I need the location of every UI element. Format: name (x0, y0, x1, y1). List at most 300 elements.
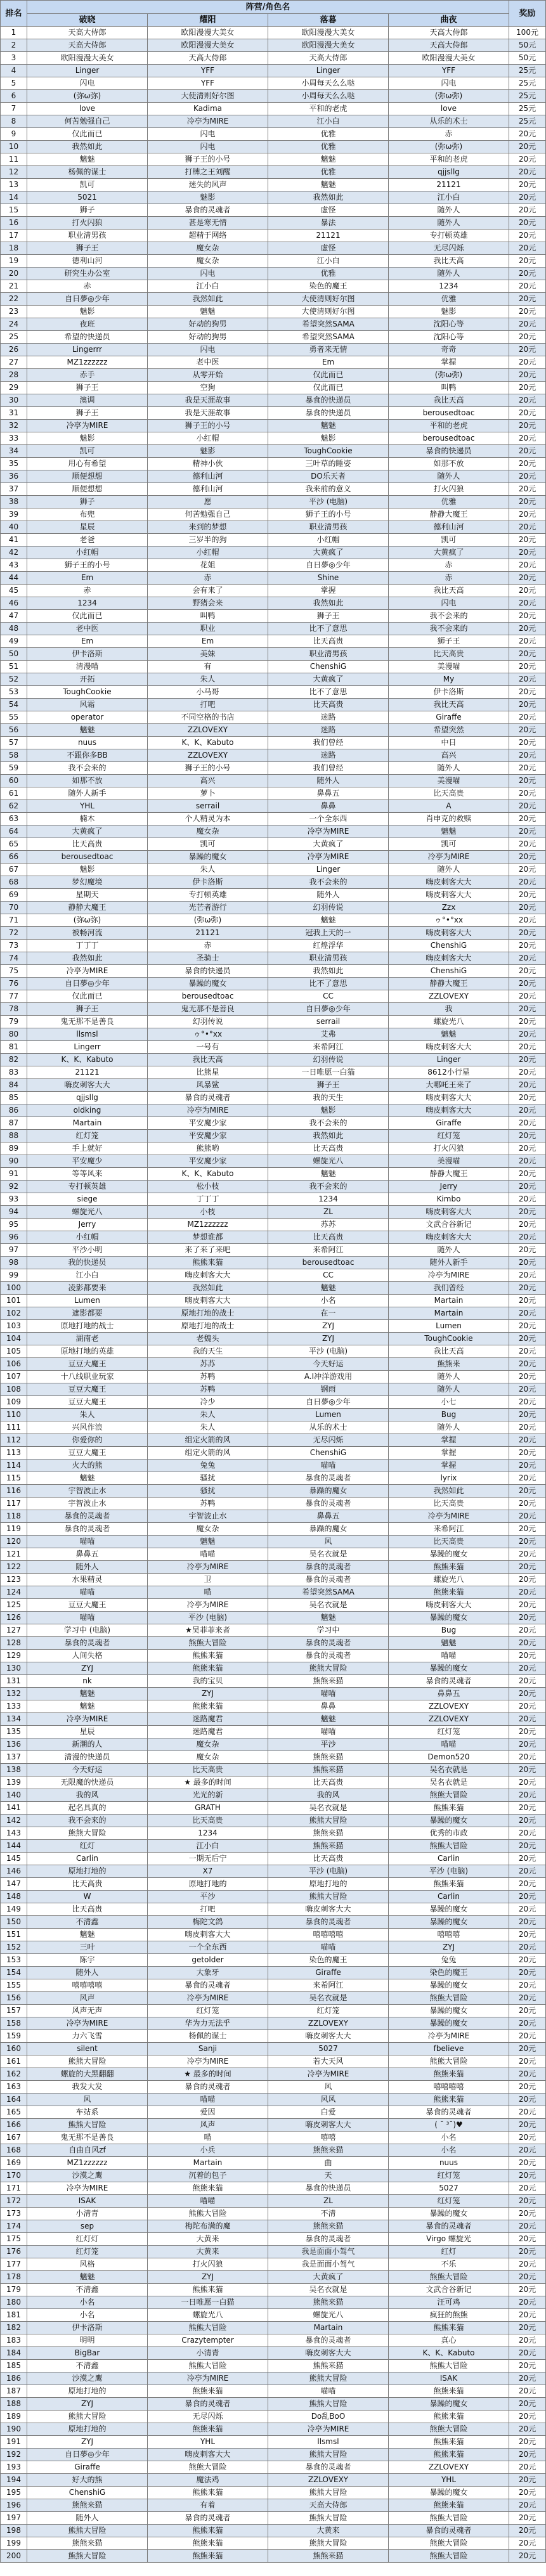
rank-cell: 115 (1, 1472, 27, 1485)
role-cell-quye: 嗨皮刺客大大 (389, 889, 509, 902)
table-row (1, 318, 546, 331)
reward-cell: 20元 (509, 2334, 546, 2347)
role-cell-yaoyang: 苏鸭 (148, 1383, 268, 1396)
role-cell-quye: 吴名衣就是 (389, 1764, 509, 1777)
reward-cell: 20元 (509, 445, 546, 458)
rank-cell: 132 (1, 1688, 27, 1700)
role-cell-quye: 掌握 (389, 1447, 509, 1460)
role-cell-luomu: 吴名衣就是 (268, 1599, 389, 1612)
role-cell-luomu: 喵喵 (268, 1688, 389, 1700)
role-cell-yaoyang: 光光的新 (148, 1789, 268, 1802)
table-row (1, 902, 546, 914)
reward-cell: 20元 (509, 1941, 546, 1954)
table-row (1, 1688, 546, 1700)
role-cell-yaoyang: 精神小伙 (148, 458, 268, 470)
role-cell-yaoyang: ZZLOVEXY (148, 724, 268, 737)
role-cell-quye: 静静大魔王 (389, 1168, 509, 1181)
role-cell-quye: 希望突然 (389, 724, 509, 737)
role-cell-luomu: 暴食的快递员 (268, 394, 389, 407)
table-row (1, 1206, 546, 1219)
table-row (1, 521, 546, 534)
role-cell-yaoyang: 梅陀布满的魔 (148, 2220, 268, 2233)
table-row (1, 103, 546, 115)
role-cell-quye: 熊熊来猫 (389, 1802, 509, 1815)
role-cell-yaoyang: Kadima (148, 103, 268, 115)
table-row (1, 635, 546, 648)
role-cell-pojiao: 冷亭为MIRE (27, 2182, 148, 2195)
role-cell-quye: 暴躁的魔女 (389, 1979, 509, 1992)
table-row (1, 1523, 546, 1536)
role-cell-quye: 凯可 (389, 838, 509, 851)
role-cell-pojiao: 我发大发 (27, 2081, 148, 2094)
role-cell-quye: Martain (389, 1307, 509, 1320)
reward-cell: 20元 (509, 1891, 546, 1903)
role-cell-pojiao: 今天好运 (27, 1764, 148, 1777)
role-cell-yaoyang: 螺旋光八 (148, 2309, 268, 2322)
table-row (1, 153, 546, 166)
rank-cell: 156 (1, 1992, 27, 2005)
reward-cell: 20元 (509, 2360, 546, 2372)
reward-cell: 20元 (509, 2258, 546, 2271)
reward-cell: 25元 (509, 115, 546, 128)
role-cell-yaoyang: 暴食的灵魂者 (148, 2081, 268, 2094)
role-cell-yaoyang: 我是天涯故事 (148, 394, 268, 407)
role-cell-yaoyang: 嗨皮刺客大大 (148, 2449, 268, 2461)
role-cell-luomu: 我是面面小驾气 (268, 2258, 389, 2271)
role-cell-quye: Giraffe (389, 711, 509, 724)
role-cell-luomu: 优雅 (268, 166, 389, 179)
table-row (1, 1117, 546, 1130)
role-cell-quye: 肖申克的救赎 (389, 813, 509, 825)
role-cell-quye: Bug (389, 1624, 509, 1637)
rank-cell: 19 (1, 255, 27, 268)
role-cell-yaoyang: 卫 (148, 1574, 268, 1586)
role-cell-pojiao: 自日夢◎少年 (27, 978, 148, 990)
role-cell-luomu: 魑魅 (268, 1168, 389, 1181)
reward-cell: 20元 (509, 483, 546, 496)
role-cell-quye: 伊卡洛斯 (389, 686, 509, 699)
reward-cell: 20元 (509, 1371, 546, 1383)
role-cell-quye: 随外人 (389, 864, 509, 876)
role-cell-quye: 小七 (389, 1396, 509, 1409)
role-cell-yaoyang: berousedtoac (148, 990, 268, 1003)
role-cell-luomu: 来希阿江 (268, 1244, 389, 1257)
rank-cell: 157 (1, 2005, 27, 2017)
role-cell-luomu: 嘻嘻 (268, 2132, 389, 2144)
reward-cell: 25元 (509, 65, 546, 77)
role-cell-luomu: 暴食的灵魂者 (268, 2233, 389, 2246)
table-row (1, 2461, 546, 2474)
role-cell-luomu: 暴躁的魔女 (268, 1485, 389, 1498)
role-cell-quye: 高兴 (389, 749, 509, 762)
rank-cell: 159 (1, 2030, 27, 2043)
role-cell-pojiao: 梦幻魔境 (27, 876, 148, 889)
reward-cell: 20元 (509, 775, 546, 787)
rank-cell: 152 (1, 1941, 27, 1954)
rank-cell: 142 (1, 1815, 27, 1827)
role-cell-quye: 熊熊大冒险 (389, 2271, 509, 2284)
role-cell-pojiao: 大黄疯了 (27, 825, 148, 838)
table-row (1, 2372, 546, 2385)
role-cell-luomu: 我然如此 (268, 191, 389, 204)
reward-cell: 20元 (509, 1688, 546, 1700)
reward-cell: 20元 (509, 1092, 546, 1104)
reward-cell: 20元 (509, 1117, 546, 1130)
rank-cell: 27 (1, 356, 27, 369)
role-cell-yaoyang: 大象牙 (148, 1967, 268, 1979)
role-cell-pojiao: 熊熊大冒险 (27, 2550, 148, 2563)
rank-cell: 108 (1, 1383, 27, 1396)
role-cell-quye: 小名 (389, 2144, 509, 2157)
role-cell-yaoyang: 喵 (148, 2132, 268, 2144)
role-cell-yaoyang: 好动的狗男 (148, 318, 268, 331)
table-row (1, 2347, 546, 2360)
role-cell-pojiao: 专打顿英雄 (27, 1181, 148, 1193)
reward-cell: 20元 (509, 2195, 546, 2208)
role-cell-yaoyang: 闪电 (148, 344, 268, 356)
role-cell-yaoyang: Em (148, 635, 268, 648)
role-cell-quye: 熊熊来猫 (389, 2499, 509, 2512)
role-cell-yaoyang: 个人精灵为本 (148, 813, 268, 825)
rank-cell: 52 (1, 673, 27, 686)
role-cell-luomu: 熊熊来猫 (268, 1840, 389, 1853)
role-cell-luomu: 比天高贵 (268, 1142, 389, 1155)
role-cell-pojiao: 豆豆大魔王 (27, 1358, 148, 1371)
rank-cell: 130 (1, 1662, 27, 1675)
role-cell-quye: 熊熊来猫 (389, 2068, 509, 2081)
role-cell-yaoyang: 幻羽传说 (148, 1016, 268, 1028)
table-row (1, 420, 546, 432)
rank-cell: 16 (1, 217, 27, 230)
role-cell-quye: 我比天高 (389, 699, 509, 711)
rank-cell: 143 (1, 1827, 27, 1840)
reward-cell: 20元 (509, 470, 546, 483)
role-cell-yaoyang: 平安魔少家 (148, 1130, 268, 1142)
role-cell-luomu: 暴食的灵魂者 (268, 1916, 389, 1929)
role-cell-yaoyang: 美妹 (148, 648, 268, 661)
role-cell-luomu: 职业清男孩 (268, 648, 389, 661)
role-cell-pojiao: 风霜 (27, 699, 148, 711)
role-cell-pojiao: 兴风作浪 (27, 1421, 148, 1434)
role-cell-yaoyang: 小马哥 (148, 686, 268, 699)
table-row (1, 914, 546, 927)
role-cell-quye: 暴躁的魔女 (389, 2208, 509, 2220)
role-cell-quye: 喵喵 (389, 1650, 509, 1662)
role-cell-pojiao: Jerry (27, 1219, 148, 1231)
rank-cell: 190 (1, 2423, 27, 2436)
reward-cell: 20元 (509, 1865, 546, 1878)
rank-cell: 144 (1, 1840, 27, 1853)
role-cell-yaoyang: 德利山河 (148, 470, 268, 483)
role-cell-quye: 掌握 (389, 1460, 509, 1472)
role-cell-luomu: 我不会来的 (268, 876, 389, 889)
role-cell-quye: 优雅 (389, 496, 509, 508)
role-cell-luomu: 大黄疯了 (268, 838, 389, 851)
role-cell-luomu: 暴食的灵魂者 (268, 1574, 389, 1586)
role-cell-quye: nuus (389, 2157, 509, 2170)
role-cell-pojiao: 湖南老 (27, 1333, 148, 1345)
role-cell-yaoyang: 原地打地的战士 (148, 1307, 268, 1320)
rank-cell: 38 (1, 496, 27, 508)
role-cell-quye: 如那不放 (389, 458, 509, 470)
role-cell-pojiao: BigBar (27, 2347, 148, 2360)
table-row (1, 1421, 546, 1434)
role-cell-pojiao: 老中医 (27, 623, 148, 635)
table-row (1, 851, 546, 864)
role-cell-luomu: A.I冲洋游戏用 (268, 1371, 389, 1383)
role-cell-pojiao: 熊熊大冒险 (27, 2119, 148, 2132)
role-cell-pojiao: MZ1zzzzzz (27, 356, 148, 369)
role-cell-pojiao: ToughCookie (27, 686, 148, 699)
role-cell-yaoyang: X7 (148, 1865, 268, 1878)
role-cell-luomu: 风风 (268, 2094, 389, 2106)
rank-cell: 114 (1, 1460, 27, 1472)
role-cell-luomu: 自日夢◎少年 (268, 1003, 389, 1016)
reward-cell: 20元 (509, 1967, 546, 1979)
table-row (1, 1003, 546, 1016)
rank-cell: 23 (1, 306, 27, 318)
table-row (1, 2550, 546, 2563)
reward-cell: 20元 (509, 1028, 546, 1041)
rank-cell: 15 (1, 204, 27, 217)
reward-cell: 20元 (509, 889, 546, 902)
role-cell-luomu: 我的天生 (268, 1092, 389, 1104)
rank-cell: 146 (1, 1865, 27, 1878)
role-cell-luomu: 鼻鼻 (268, 800, 389, 813)
reward-cell: 20元 (509, 699, 546, 711)
rank-cell: 18 (1, 242, 27, 255)
role-header-pojiao: 破晓 (27, 14, 148, 27)
role-cell-yaoyang: 魑魅 (148, 1536, 268, 1548)
reward-cell: 25元 (509, 77, 546, 90)
role-cell-yaoyang: 熊熊大冒险 (148, 2322, 268, 2334)
rank-cell: 96 (1, 1231, 27, 1244)
table-row (1, 242, 546, 255)
role-cell-luomu: 狮子王的小号 (268, 508, 389, 521)
rank-cell: 127 (1, 1624, 27, 1637)
reward-cell: 20元 (509, 280, 546, 293)
role-cell-pojiao: 自日夢◎少年 (27, 2449, 148, 2461)
rank-cell: 89 (1, 1142, 27, 1155)
role-cell-quye: 优秀的市政 (389, 1827, 509, 1840)
role-cell-pojiao: 原地打地的战士 (27, 1320, 148, 1333)
table-row (1, 876, 546, 889)
role-cell-pojiao: oldking (27, 1104, 148, 1117)
role-cell-pojiao: Em (27, 635, 148, 648)
role-cell-yaoyang: 魔女杂 (148, 242, 268, 255)
table-row (1, 1472, 546, 1485)
role-cell-luomu: llsmsl (268, 2436, 389, 2449)
reward-cell: 20元 (509, 2233, 546, 2246)
reward-cell: 20元 (509, 1574, 546, 1586)
role-cell-quye: ZZLOVEXY (389, 1700, 509, 1713)
rank-cell: 133 (1, 1700, 27, 1713)
table-row (1, 331, 546, 344)
reward-cell: 20元 (509, 737, 546, 749)
rank-cell: 58 (1, 749, 27, 762)
role-cell-yaoyang: 风暴鲨 (148, 1079, 268, 1092)
reward-cell: 20元 (509, 394, 546, 407)
rank-cell: 64 (1, 825, 27, 838)
role-cell-luomu: 大使清则好尔图 (268, 293, 389, 306)
role-cell-quye: 大哪吒王来了 (389, 1079, 509, 1092)
reward-cell: 20元 (509, 825, 546, 838)
role-cell-pojiao: 陈宇 (27, 1954, 148, 1967)
role-cell-luomu: 熊熊来猫 (268, 2144, 389, 2157)
rank-cell: 120 (1, 1536, 27, 1548)
role-cell-quye: 冷亭为MIRE (389, 851, 509, 864)
role-cell-quye: 真心 (389, 2334, 509, 2347)
rank-cell: 153 (1, 1954, 27, 1967)
role-cell-quye: ToughCookie (389, 1333, 509, 1345)
rank-cell: 179 (1, 2284, 27, 2296)
role-cell-pojiao: 魑魅 (27, 1700, 148, 1713)
role-cell-quye: 我不会来的 (389, 610, 509, 623)
table-row (1, 2068, 546, 2081)
role-cell-luomu: 来希阿江 (268, 1041, 389, 1054)
table-row (1, 1764, 546, 1777)
reward-cell: 20元 (509, 1434, 546, 1447)
role-cell-quye: 嗨皮刺客大大 (389, 1206, 509, 1219)
reward-cell: 20元 (509, 1599, 546, 1612)
role-cell-luomu: 欧阳漫漫大美女 (268, 27, 389, 39)
role-cell-luomu: 小名 (268, 1295, 389, 1307)
role-cell-pojiao: Em (27, 572, 148, 585)
role-cell-pojiao: 天高大侍郎 (27, 27, 148, 39)
role-cell-yaoyang: 嗨皮刺客大大 (148, 1269, 268, 1282)
role-cell-pojiao: 狮子王 (27, 407, 148, 420)
rank-cell: 193 (1, 2461, 27, 2474)
table-row (1, 2271, 546, 2284)
rank-cell: 184 (1, 2347, 27, 2360)
table-row (1, 1561, 546, 1574)
role-cell-quye: 赤 (389, 572, 509, 585)
reward-cell: 20元 (509, 1168, 546, 1181)
role-cell-pojiao: 鬼无那不是善良 (27, 2132, 148, 2144)
rank-cell: 149 (1, 1903, 27, 1916)
table-row (1, 1320, 546, 1333)
reward-cell: 20元 (509, 547, 546, 559)
role-cell-yaoyang: 爱因 (148, 2106, 268, 2119)
role-cell-quye: 文武合谷新记 (389, 2284, 509, 2296)
table-row (1, 90, 546, 103)
role-cell-quye: Martain (389, 1295, 509, 1307)
role-cell-quye: Zzx (389, 902, 509, 914)
role-cell-quye: 凯可 (389, 534, 509, 547)
role-cell-pojiao: 自由自风zf (27, 2144, 148, 2157)
role-cell-quye: 随外人新手 (389, 1257, 509, 1269)
rank-cell: 200 (1, 2550, 27, 2563)
table-row (1, 166, 546, 179)
role-cell-pojiao: ISAK (27, 2195, 148, 2208)
role-cell-yaoyang: 甚是寒无情 (148, 217, 268, 230)
role-cell-luomu: Linger (268, 864, 389, 876)
role-cell-pojiao: Giraffe (27, 2461, 148, 2474)
role-cell-quye: 随外人 (389, 470, 509, 483)
reward-cell: 20元 (509, 1802, 546, 1815)
role-cell-yaoyang: 老中医 (148, 356, 268, 369)
reward-cell: 20元 (509, 508, 546, 521)
table-row (1, 141, 546, 153)
role-cell-yaoyang: 魔女杂 (148, 1738, 268, 1751)
role-cell-luomu: 我是面面小驾气 (268, 2246, 389, 2258)
reward-cell: 20元 (509, 2182, 546, 2195)
role-cell-luomu: 原地打地的 (268, 1878, 389, 1891)
role-cell-yaoyang: 比熊星 (148, 1066, 268, 1079)
role-cell-luomu: 熊熊来猫 (268, 1764, 389, 1777)
role-cell-pojiao: 螺旋的大黑翻翻 (27, 2068, 148, 2081)
reward-cell: 20元 (509, 1345, 546, 1358)
role-cell-luomu: 迷路 (268, 724, 389, 737)
rank-cell: 168 (1, 2144, 27, 2157)
reward-cell: 20元 (509, 1333, 546, 1345)
role-cell-yaoyang: 暴食的灵魂者 (148, 1979, 268, 1992)
reward-cell: 20元 (509, 2055, 546, 2068)
role-cell-luomu: 平沙 (268, 1738, 389, 1751)
role-cell-yaoyang: 不同空格的书店 (148, 711, 268, 724)
role-cell-quye: 熊熊来猫 (389, 2094, 509, 2106)
rank-cell: 12 (1, 166, 27, 179)
role-cell-luomu: 红煌浮华 (268, 940, 389, 952)
table-row (1, 686, 546, 699)
reward-cell: 20元 (509, 661, 546, 673)
rank-cell: 54 (1, 699, 27, 711)
table-row (1, 661, 546, 673)
role-cell-pojiao: 小红帽 (27, 547, 148, 559)
rank-cell: 41 (1, 534, 27, 547)
rank-cell: 48 (1, 623, 27, 635)
role-cell-quye: berousedtoac (389, 407, 509, 420)
table-row (1, 1612, 546, 1624)
role-cell-quye: 打火闪狼 (389, 483, 509, 496)
role-cell-luomu: 螺旋光八 (268, 1155, 389, 1168)
rank-cell: 1 (1, 27, 27, 39)
table-row (1, 2233, 546, 2246)
reward-cell: 20元 (509, 1878, 546, 1891)
table-row (1, 1269, 546, 1282)
reward-cell: 20元 (509, 2094, 546, 2106)
role-cell-luomu: Giraffe (268, 1967, 389, 1979)
role-cell-yaoyang: (弥ω弥) (148, 914, 268, 927)
role-cell-luomu: 比天高贵 (268, 635, 389, 648)
table-row (1, 1700, 546, 1713)
table-row (1, 813, 546, 825)
table-row (1, 927, 546, 940)
role-cell-yaoyang: GRATH (148, 1802, 268, 1815)
role-cell-quye: Jerry (389, 1181, 509, 1193)
reward-cell: 20元 (509, 217, 546, 230)
role-cell-quye: 暴躁的魔女 (389, 1662, 509, 1675)
role-cell-yaoyang: 有着 (148, 2499, 268, 2512)
role-cell-pojiao: 狮子王的小号 (27, 559, 148, 572)
role-cell-quye: ZZLOVEXY (389, 1713, 509, 1726)
role-cell-pojiao: 5021 (27, 191, 148, 204)
table-row (1, 1041, 546, 1054)
role-cell-pojiao: nuus (27, 737, 148, 749)
role-cell-luomu: 虚怪 (268, 242, 389, 255)
rank-cell: 79 (1, 1016, 27, 1028)
reward-cell: 20元 (509, 978, 546, 990)
role-cell-luomu: 钢雨 (268, 1383, 389, 1396)
role-cell-luomu: 大黄疯了 (268, 673, 389, 686)
reward-cell: 20元 (509, 2208, 546, 2220)
rank-cell: 164 (1, 2094, 27, 2106)
role-cell-luomu: ZYJ (268, 1320, 389, 1333)
table-row (1, 775, 546, 787)
table-row (1, 1257, 546, 1269)
role-cell-pojiao: 新潮的人 (27, 1738, 148, 1751)
role-cell-quye: 从乐的术士 (389, 115, 509, 128)
